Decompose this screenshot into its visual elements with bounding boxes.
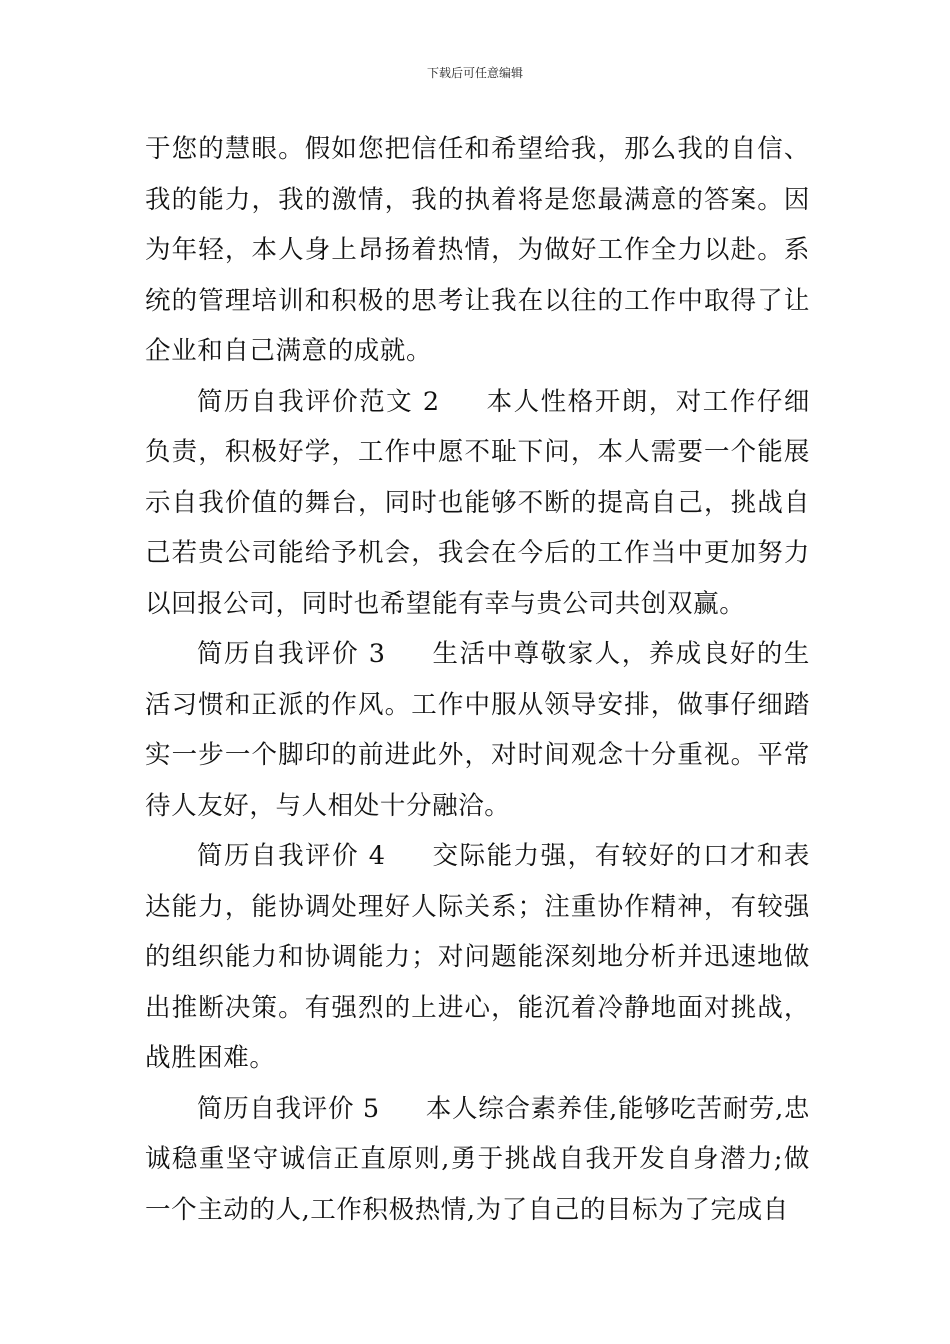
paragraph-text: 交际能力强，有较好的口才和表达能力，能协调处理好人际关系；注重协作精神，有较强的组织能力和协调能力；对问题能深刻地分析并迅速地做出推断决策。有强烈的上进心，能沉着冷静地面对挑战，战胜困难。 <box>145 841 810 1073</box>
paragraph-section-3 <box>145 629 810 831</box>
section-heading: 简历自我评价 5 <box>197 1093 380 1124</box>
paragraph-text: 于您的慧眼。假如您把信任和希望给我，那么我的自信、我的能力，我的激情，我的执着将是您最满意的答案。因为年轻，本人身上昂扬着热情，为做好工作全力以赴。系统的管理培训和积极的思考让我在以往的工作中取得了让企业和自己满意的成就。 <box>145 134 810 366</box>
section-heading: 简历自我评价 4 <box>197 841 386 871</box>
page-header: 下载后可任意编辑 <box>426 66 523 80</box>
paragraph-section-2 <box>145 377 810 630</box>
section-heading: 简历自我评价 3 <box>197 639 386 669</box>
paragraph-text: 本人综合素养佳,能够吃苦耐劳,忠诚稳重坚守诚信正直原则,勇于挑战自我开发自身潜力;做一个主动的人,工作积极热情,为了自己的目标为了完成自 <box>145 1093 811 1225</box>
paragraph-text: 生活中尊敬家人，养成良好的生活习惯和正派的作风。工作中服从领导安排，做事仔细踏实一步一个脚印的前进此外，对时间观念十分重视。平常待人友好，与人相处十分融洽。 <box>145 639 810 821</box>
paragraph-section-5 <box>145 1084 810 1236</box>
paragraph-section-4 <box>145 831 810 1084</box>
paragraph-text: 本人性格开朗，对工作仔细负责，积极好学，工作中愿不耻下问，本人需要一个能展示自我价值的舞台，同时也能够不断的提高自己，挑战自己若贵公司能给予机会，我会在今后的工作当中更加努力以回报公司，同时也希望能有幸与贵公司共创双赢。 <box>145 386 810 619</box>
document-body <box>145 124 810 1235</box>
section-heading: 简历自我评价范文 2 <box>197 386 440 417</box>
paragraph-continuation <box>145 124 810 377</box>
